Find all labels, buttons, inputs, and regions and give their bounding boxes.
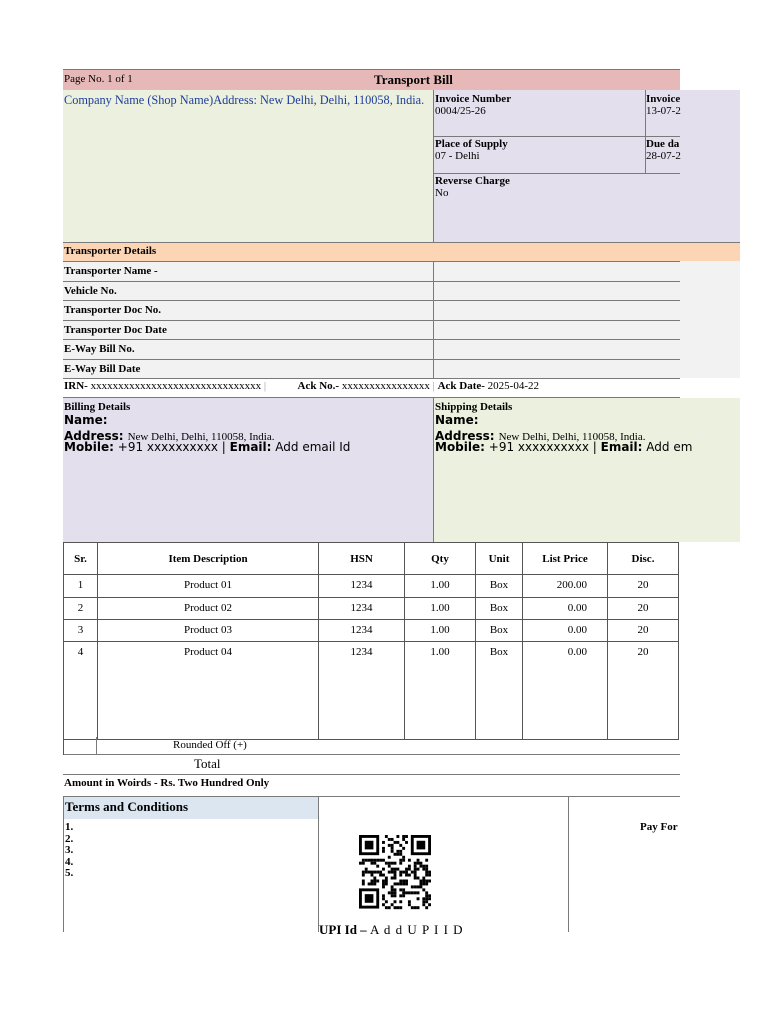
table-row [64, 598, 679, 620]
transporter-row [63, 281, 680, 301]
table-cell: 20 [608, 598, 679, 620]
items-header-cell: Unit [476, 543, 523, 575]
document-title: Transport Bill [374, 72, 453, 87]
transporter-row-label: E-Way Bill No. [64, 343, 135, 355]
transporter-details-title: Transporter Details [64, 245, 157, 257]
terms-item: 5. [65, 867, 74, 879]
shipping-mobile-label: Mobile: [435, 440, 485, 454]
terms-list [65, 822, 73, 880]
invoice-number-value: 0004/25-26 [435, 105, 486, 117]
billing-mobile [64, 440, 432, 454]
ack-date-value: 2025-04-22 [487, 380, 539, 392]
shipping-mobile-value: +91 xxxxxxxxxx | [488, 440, 597, 454]
table-cell: Product 04 [98, 642, 319, 740]
items-header-cell: Disc. [608, 543, 679, 575]
transporter-row [63, 261, 680, 281]
transporter-row-label: Transporter Doc No. [64, 304, 162, 316]
shipping-email-value: Add em [646, 440, 693, 454]
total-row [63, 755, 680, 775]
transporter-row-label: Transporter Name - [64, 265, 158, 277]
transporter-row [63, 339, 680, 359]
table-cell: 1.00 [405, 620, 476, 642]
terms-item: 4. [65, 855, 74, 868]
billing-name-label: Name: [64, 413, 108, 427]
table-cell: 1.00 [405, 642, 476, 740]
items-header-cell: Qty [405, 543, 476, 575]
items-header-row [64, 543, 679, 575]
items-header-cell: List Price [523, 543, 608, 575]
transporter-row-label: Transporter Doc Date [64, 323, 167, 336]
total-label: Total [194, 756, 221, 771]
ack-no-value: xxxxxxxxxxxxxxxx [341, 380, 430, 392]
table-cell: 1.00 [405, 575, 476, 598]
irn-label: IRN- [64, 380, 88, 392]
shipping-address-value: New Delhi, Delhi, 110058, India. [498, 431, 646, 443]
upi-qr-code [359, 835, 431, 909]
reverse-charge-value: No [435, 187, 449, 199]
invoice-date-value: 13-07-2 [646, 105, 681, 117]
upi-id-line [319, 922, 568, 937]
table-cell: Box [476, 598, 523, 620]
items-table [63, 542, 679, 740]
table-cell: Product 03 [98, 620, 319, 642]
table-cell: Box [476, 642, 523, 740]
terms-title: Terms and Conditions [65, 799, 189, 814]
table-cell: 20 [608, 575, 679, 598]
transporter-row [63, 300, 680, 320]
irn-value: xxxxxxxxxxxxxxxxxxxxxxxxxxxxxxx [90, 380, 262, 392]
transporter-row-label: E-Way Bill Date [64, 362, 141, 375]
table-cell: 20 [608, 642, 679, 740]
table-cell: 0.00 [523, 598, 608, 620]
table-cell: Box [476, 575, 523, 598]
shipping-email-label: Email: [600, 440, 643, 454]
ack-date-label: Ack Date- [437, 380, 485, 392]
table-cell: 1.00 [405, 598, 476, 620]
rounded-off-row [63, 737, 680, 755]
items-header-cell: HSN [319, 543, 405, 575]
invoice-date-label: Invoice [646, 93, 681, 105]
transporter-row [63, 359, 680, 379]
table-cell: 0.00 [523, 642, 608, 740]
billing-email-value: Add email Id [275, 440, 351, 454]
table-cell: 200.00 [523, 575, 608, 598]
transporter-row [63, 320, 680, 340]
table-cell: 1234 [319, 598, 405, 620]
billing-email-label: Email: [229, 440, 272, 454]
reverse-charge-label: Reverse Charge [435, 175, 510, 187]
upi-id-value: A d d U P I I D [369, 922, 464, 937]
table-row [64, 620, 679, 642]
table-cell: 1234 [319, 642, 405, 740]
table-cell: 2 [64, 598, 98, 620]
terms-item: 1. [65, 821, 74, 833]
terms-item: 3. [65, 844, 74, 856]
company-box [63, 90, 434, 242]
billing-address-label: Address: [64, 429, 124, 443]
ack-no-label: Ack No.- [297, 380, 340, 392]
transporter-row-label: Vehicle No. [64, 284, 117, 297]
amount-in-words: Amount in Woirds - Rs. Two Hundred Only [64, 777, 270, 789]
invoice-number-label: Invoice Number [435, 93, 512, 105]
table-cell: 20 [608, 620, 679, 642]
billing-title: Billing Details [64, 401, 131, 413]
table-row [64, 642, 679, 740]
irn-line: IRN- xxxxxxxxxxxxxxxxxxxxxxxxxxxxxxx | Ack No.- xxxxxxxxxxxxxxxx | Ack Date- 2025-04-22 [64, 380, 539, 392]
billing-mobile-value: +91 xxxxxxxxxx | [117, 440, 226, 454]
transporter-header-bar [63, 242, 740, 261]
table-cell: 0.00 [523, 620, 608, 642]
shipping-title: Shipping Details [435, 401, 513, 413]
billing-mobile-label: Mobile: [64, 440, 114, 454]
title-bar [63, 69, 680, 90]
rounded-off-label: Rounded Off (+) [173, 739, 247, 751]
shipping-box [433, 398, 740, 542]
due-date-value: 28-07-2 [646, 150, 681, 162]
shipping-mobile [435, 440, 693, 454]
table-cell: 4 [64, 642, 98, 740]
upi-id-label: UPI Id – [319, 922, 367, 937]
table-row [64, 575, 679, 598]
table-cell: Product 01 [98, 575, 319, 598]
shipping-address-label: Address: [435, 429, 495, 443]
page-number: Page No. 1 of 1 [64, 73, 133, 85]
table-cell: Product 02 [98, 598, 319, 620]
table-cell: 1234 [319, 620, 405, 642]
place-of-supply-value: 07 - Delhi [435, 150, 480, 162]
terms-title-bar [64, 797, 318, 819]
terms-item: 2. [65, 832, 74, 845]
table-cell: 3 [64, 620, 98, 642]
table-cell: Box [476, 620, 523, 642]
billing-box [63, 398, 433, 542]
due-date-label: Due da [646, 138, 680, 150]
pay-for-label: Pay For [640, 821, 678, 833]
items-header-cell: Sr. [64, 543, 98, 575]
billing-address-value: New Delhi, Delhi, 110058, India. [127, 431, 275, 443]
table-cell: 1 [64, 575, 98, 598]
items-header-cell: Item Description [98, 543, 319, 575]
company-address: Company Name (Shop Name)Address: New Delhi, Delhi, 110058, India. [64, 93, 425, 107]
place-of-supply-label: Place of Supply [435, 138, 508, 150]
shipping-name-label: Name: [435, 413, 479, 427]
table-cell: 1234 [319, 575, 405, 598]
